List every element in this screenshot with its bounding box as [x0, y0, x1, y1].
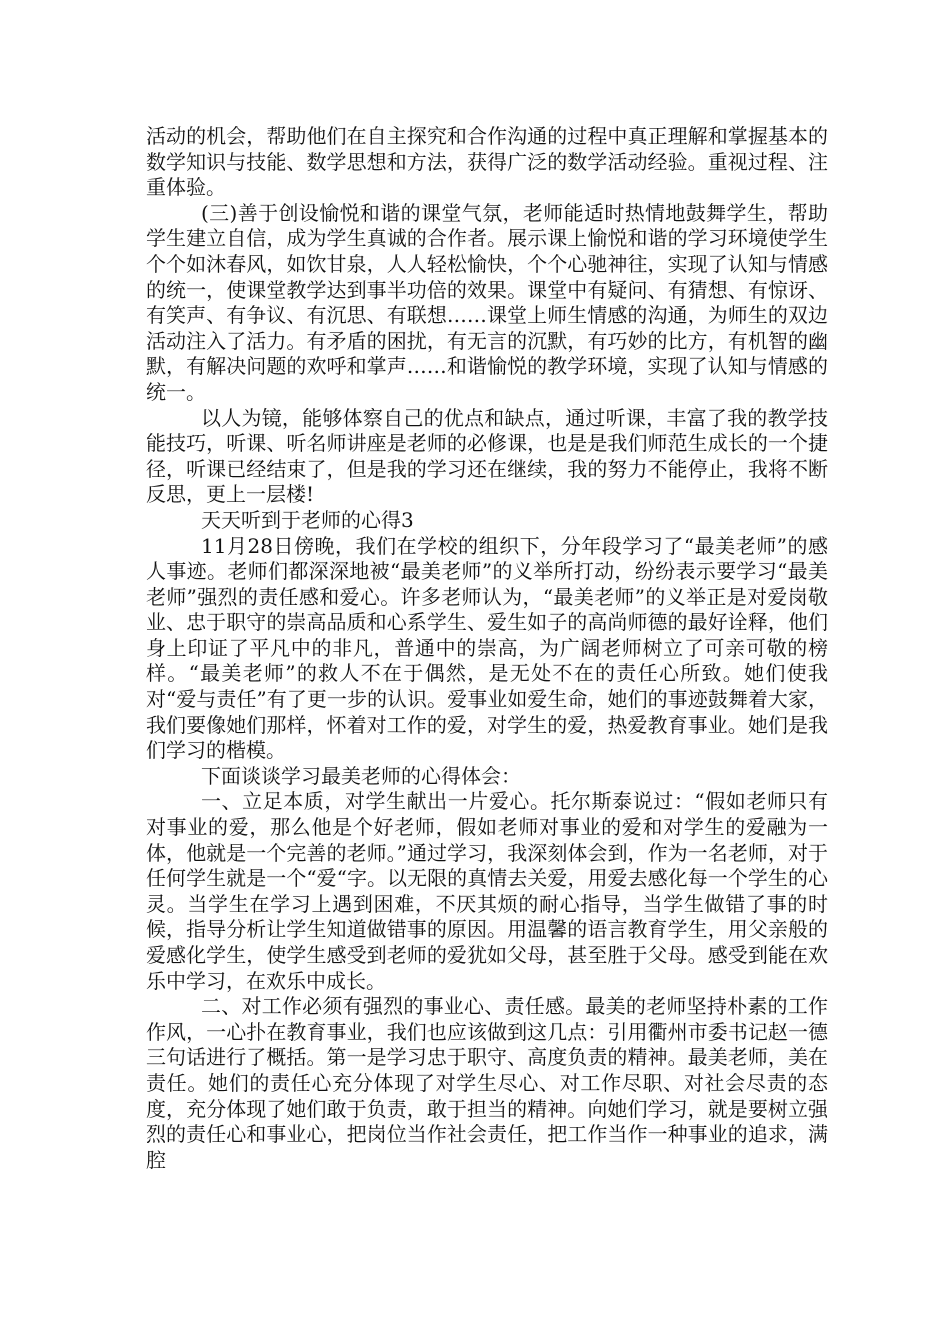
document-body	[146, 124, 828, 1173]
paragraph-3: 以人为镜，能够体察自己的优点和缺点，通过听课，丰富了我的教学技能技巧，听课、听名师讲座是老师的必修课，也是是我们师范生成长的一个捷径，听课已经结束了，但是我的学习还在继续，我的努力不能停止，我将不断反思，更上一层楼!	[146, 405, 828, 507]
paragraph-4: 11月28日傍晚，我们在学校的组织下，分年段学习了“最美老师”的感人事迹。老师们都深深地被“最美老师”的义举所打动，纷纷表示要学习“最美老师”强烈的责任感和爱心。许多老师认为，“最美老师”的义举正是对爱岗敬业、忠于职守的崇高品质和心系学生、爱生如子的高尚师德的最好诠释，他们身上印证了平凡中的非凡，普通中的崇高，为广阔老师树立了可亲可敬的榜样。“最美老师”的救人不在于偶然，是无处不在的责任心所致。她们使我对“爱与责任”有了更一步的认识。爱事业如爱生命，她们的事迹鼓舞着大家，我们要像她们那样，怀着对工作的爱，对学生的爱，热爱教育事业。她们是我们学习的楷模。	[146, 533, 828, 763]
paragraph-7: 二、对工作必须有强烈的事业心、责任感。最美的老师坚持朴素的工作作风，一心扑在教育事业，我们也应该做到这几点：引用衢州市委书记赵一德三句话进行了概括。第一是学习忠于职守、高度负责的精神。最美老师，美在责任。她们的责任心充分体现了对学生尽心、对工作尽职、对社会尽责的态度，充分体现了她们敢于负责，敢于担当的精神。向她们学习，就是要树立强烈的责任心和事业心，把岗位当作社会责任，把工作当作一种事业的追求，满腔	[146, 994, 828, 1172]
paragraph-2: (三)善于创设愉悦和谐的课堂气氛，老师能适时热情地鼓舞学生，帮助学生建立自信，成为学生真诚的合作者。展示课上愉悦和谐的学习环境使学生个个如沐春风，如饮甘泉，人人轻松愉快，个个心驰神往，实现了认知与情感的统一，使课堂教学达到事半功倍的效果。课堂中有疑问、有猜想、有惊讶、有笑声、有争议、有沉思、有联想……课堂上师生情感的沟通，为师生的双边活动注入了活力。有矛盾的困扰，有无言的沉默，有巧妙的比方，有机智的幽默，有解决问题的欢呼和掌声……和谐愉悦的教学环境，实现了认知与情感的统一。	[146, 200, 828, 404]
paragraph-5: 下面谈谈学习最美老师的心得体会：	[201, 763, 521, 788]
paragraph-1: 活动的机会，帮助他们在自主探究和合作沟通的过程中真正理解和掌握基本的数学知识与技能、数学思想和方法，获得广泛的数学活动经验。重视过程、注重体验。	[146, 124, 828, 200]
paragraph-6: 一、立足本质，对学生献出一片爱心。托尔斯泰说过：“假如老师只有对事业的爱，那么他是个好老师，假如老师对事业的爱和对学生的爱融为一体，他就是一个完善的老师。”通过学习，我深刻体会到，作为一名老师，对于任何学生就是一个“爱“字。以无限的真情去关爱，用爱去感化每一个学生的心灵。当学生在学习上遇到困难，不厌其烦的耐心指导，当学生做错了事的时候，指导分析让学生知道做错事的原因。用温馨的语言教育学生，用父亲般的爱感化学生，使学生感受到老师的爱犹如父母，甚至胜于父母。感受到能在欢乐中学习，在欢乐中成长。	[146, 789, 828, 993]
section-heading: 天天听到于老师的心得3	[201, 507, 414, 532]
